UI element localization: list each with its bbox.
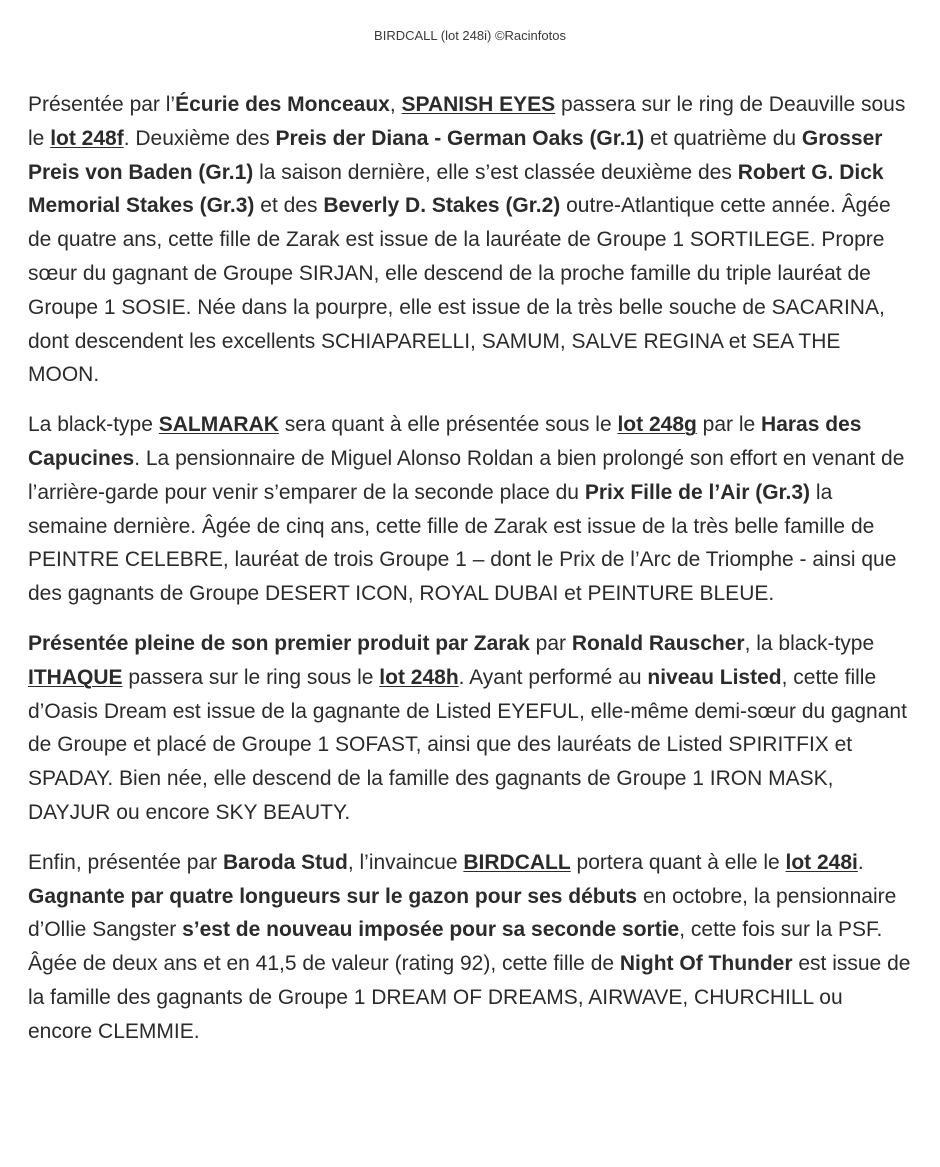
bold-text: Haras des Capucines (28, 413, 862, 470)
image-caption: BIRDCALL (lot 248i) ©Racinfotos (374, 28, 566, 43)
bold-text: Ronald Rauscher (571, 631, 745, 655)
paragraph-text: La black-type (28, 413, 159, 437)
article-paragraph (28, 846, 912, 1049)
paragraph-text: passera sur le ring de Deauville sous le (28, 93, 906, 150)
bold-text: Beverly D. Stakes (Gr.2) (323, 194, 561, 218)
paragraph-text: Enfin, présentée par (28, 850, 223, 874)
inline-link[interactable]: lot 248f (50, 126, 124, 150)
inline-link[interactable]: SPANISH EYES (401, 93, 556, 116)
article-body (28, 88, 912, 1049)
bold-text: s’est de nouveau imposée pour sa seconde sortie (182, 918, 680, 942)
paragraph-text: . La pensionnaire de Miguel Alonso Roldan a bien prolongé son effort en venant de l’arrière-garde pour venir s’emparer de la seconde place du (28, 446, 905, 504)
paragraph-text: par (529, 631, 572, 655)
paragraph-text: . Deuxième des (123, 126, 276, 150)
paragraph-text: et quatrième du (644, 126, 802, 150)
paragraph-text: Présentée par l’ (28, 93, 176, 116)
inline-link[interactable]: SALMARAK (158, 413, 279, 437)
paragraph-text: . Ayant performé au (458, 665, 648, 689)
paragraph-text: , cette fille d’Oasis Dream est issue de la gagnante de Listed EYEFUL, elle-même demi-sœur du gagnant de Groupe et placé de Groupe 1 SOFAST, ainsi que des lauréats de Listed SPIRITFIX et SPADAY. Bien née, elle descend de la famille des gagnants de Groupe 1 IRON MASK, DAYJUR ou encore SKY BEAUTY. (28, 665, 907, 824)
paragraph-text: la semaine dernière. Âgée de cinq ans, cette fille de Zarak est issue de la très belle famille de PEINTRE CELEBRE, lauréat de trois Groupe 1 – dont le Prix de l’Arc de Triomphe - ainsi que des gagnants de Groupe DESERT ICON, ROYAL DUBAI et PEINTURE BLEUE. (28, 480, 897, 606)
paragraph-text: sera quant à elle présentée sous le (278, 413, 618, 437)
inline-link[interactable]: BIRDCALL (463, 850, 571, 874)
paragraph-text: passera sur le ring sous le (122, 665, 380, 689)
inline-link[interactable]: lot 248g (617, 413, 697, 437)
paragraph-text: et des (254, 194, 324, 218)
bold-text: Robert G. Dick Memorial Stakes (Gr.3) (28, 160, 884, 218)
paragraph-text: , (389, 93, 402, 116)
inline-link[interactable]: ITHAQUE (28, 665, 123, 689)
bold-text: Preis der Diana - German Oaks (Gr.1) (275, 126, 645, 150)
article-paragraph (28, 408, 912, 611)
paragraph-text: outre-Atlantique cette année. Âgée de quatre ans, cette fille de Zarak est issue de la lauréate de Groupe 1 SORTILEGE. Propre sœur du gagnant de Groupe SIRJAN, elle descend de la proche famille du triple lauréat de Groupe 1 SOSIE. Née dans la pourpre, elle est issue de la très belle souche de SACARINA, dont descendent les excellents SCHIAPARELLI, SAMUM, SALVE REGINA et SEA THE MOON. (28, 194, 891, 387)
paragraph-text: , la black-type (744, 631, 875, 655)
bold-text: Grosser Preis von Baden (Gr.1) (28, 126, 883, 184)
paragraph-text: portera quant à elle le (570, 850, 786, 874)
paragraph-text: , l’invaincue (347, 850, 464, 874)
paragraph-text: , cette fois sur la PSF. Âgée de deux ans et en 41,5 de valeur (rating 92), cette fille de (28, 918, 883, 976)
paragraph-text: . (857, 850, 864, 874)
paragraph-text: la saison dernière, elle s’est classée deuxième des (253, 160, 738, 184)
bold-text: Écurie des Monceaux (175, 93, 390, 116)
bold-text: niveau Listed (647, 665, 782, 689)
inline-link[interactable]: lot 248i (785, 850, 858, 874)
paragraph-text: en octobre, la pensionnaire d’Ollie Sangster (28, 884, 897, 942)
paragraph-text: par le (696, 413, 762, 437)
bold-text: Présentée pleine de son premier produit par Zarak (28, 631, 530, 655)
bold-text: Night Of Thunder (619, 952, 793, 976)
article-paragraph (28, 88, 912, 392)
inline-link[interactable]: lot 248h (379, 665, 459, 689)
bold-text: Prix Fille de l’Air (Gr.3) (584, 480, 811, 504)
bold-text: Baroda Stud (222, 850, 348, 874)
article-paragraph (28, 627, 912, 830)
paragraph-text: est issue de la famille des gagnants de Groupe 1 DREAM OF DREAMS, AIRWAVE, CHURCHILL ou encore CLEMMIE. (28, 952, 911, 1043)
bold-text: Gagnante par quatre longueurs sur le gazon pour ses débuts (28, 884, 638, 908)
